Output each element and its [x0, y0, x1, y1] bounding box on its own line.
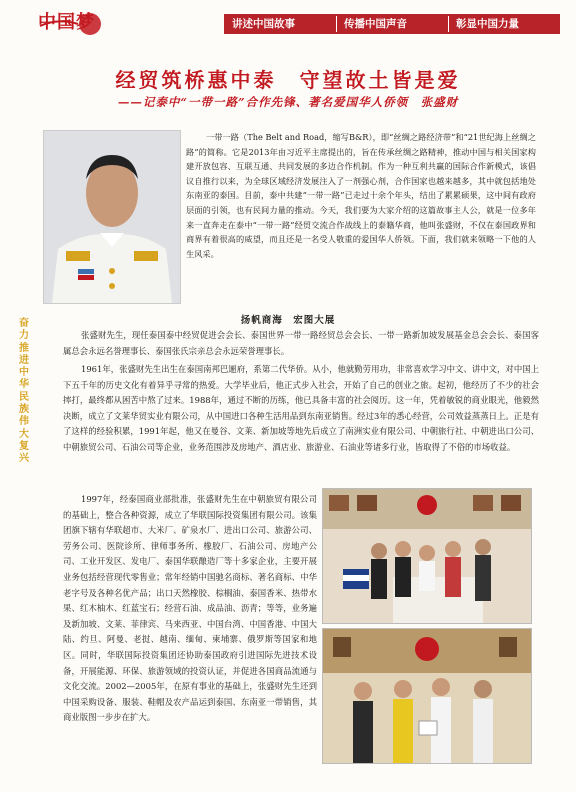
article-title: 经贸筑桥惠中泰 守望故土皆是爱	[115, 68, 461, 92]
signing-photo	[322, 628, 532, 764]
vertical-slogan-char: 华	[19, 379, 29, 391]
vertical-slogan-char: 大	[19, 428, 29, 440]
vertical-slogan-char: 奋	[19, 318, 29, 329]
body-paragraph-2: 1961年，张盛财先生出生在泰国南邦巴逦府，系第二代华侨。从小，他就勤劳用功，非常喜欢学习中文、讲中文，对中国上下五千年的历史文化有着异乎寻常的热爱。大学毕业后，他正式步入社会，开始了自己的创业之旅。起初，他经历了不少的社会摔打，最终都从困苦中熬了过来。1988年，通过不断的历练，他已具备丰富的社会阅历。这一年，凭着敏锐的商业眼光，他毅然决断，成立了文莱华贸实业有限公司，从中国进口各种生活用品到东南亚销售。经过3年的悉心经营，公司效益蒸蒸日上。正是有了这样的经验积累，1991年起，他又在曼谷、文莱、新加坡等地先后成立了南洲实业有限公司、中朝旅行社、中朝进出口公司、中朝旅贸公司、石油公司等企业，业务范围涉及房地产、酒店业、旅游业、石油业等诸多行业，皆取得了不俗的市场收益。	[63, 364, 539, 452]
body-paragraph-3: 1997年，经泰国商业部批准，张盛财先生在中朝旅贸有限公司的基础上，整合各种资源，成立了华联国际投资集团有限公司。该集团旗下辖有华联超市、大米厂、矿泉水厂、进出口公司、旅游公司、劳务公司、医院诊所、律师事务所、橡胶厂、石油公司、房地产公司、工业开发区、发电厂、泰国华联酿造厂等十多家企业，主要开展业务包括经营现代零售业；常年经销中国驰名商标、著名商标、中华老字号及各种名优产品；出口天然橡胶、棕榈油、泰国香米、热带水果、红木柚木、红蓝宝石；经营石油、成品油、沥青；等等，业务遍及新加坡、文莱、菲律宾、马来西亚、中国台湾、中国香港、中国大陆、约旦、阿曼、老挝、越南、缅甸、柬埔寨、俄罗斯等国家和地区。同时，华联国际投资集团还协助泰国政府引进国际先进技术设备，开展能源、环保、旅游领域的投资认证，并促进各国商品流通与文化交流。2002—2005年，在原有事业的基础上，张盛财先生还到中国采购设备、服装、鞋帽及农产品运到泰国、东南亚一带销售，其商业版图一步步在扩大。	[63, 494, 317, 723]
vertical-slogan-char: 族	[19, 404, 29, 416]
slogan-3: 彰显中国力量	[456, 18, 519, 30]
vertical-slogan-char: 推	[19, 342, 29, 354]
slogan-1: 讲述中国故事	[232, 18, 295, 30]
slogan-divider	[336, 16, 337, 32]
vertical-slogan	[17, 318, 31, 466]
vertical-slogan-char: 复	[19, 440, 29, 452]
logo-text: 中国梦	[38, 12, 95, 33]
vertical-slogan-char: 进	[19, 354, 29, 366]
slogan-divider	[448, 16, 449, 32]
vertical-slogan-char: 兴	[19, 453, 29, 465]
section-heading: 扬帆商海 宏图大展	[240, 315, 336, 326]
slogan-bar	[224, 14, 560, 34]
article-subtitle: ——记泰中“一带一路”合作先锋、著名爱国华人侨领 张盛财	[117, 95, 459, 109]
body-paragraph-1: 张盛财先生，现任泰国泰中经贸促进会会长、泰国世界一带一路经贸总会会长、一带一路新加坡发展基金总会会长、泰国客属总会永远名誉理事长、泰国张氏宗亲总会永远荣誉理事长。	[63, 330, 539, 356]
page-header	[0, 0, 576, 44]
vertical-slogan-char: 民	[19, 391, 29, 403]
vertical-slogan-char: 伟	[19, 416, 29, 428]
meeting-photo	[322, 488, 532, 624]
slogan-2: 传播中国声音	[344, 18, 407, 30]
vertical-slogan-char: 中	[19, 367, 29, 379]
vertical-slogan-char: 力	[19, 330, 29, 342]
china-dream-logo	[38, 4, 104, 38]
portrait-photo	[43, 130, 181, 304]
intro-paragraph: 一带一路（The Belt and Road，缩写B&R），即“丝绸之路经济带”和“21世纪海上丝绸之路”的简称。它是2013年由习近平主席提出的，旨在传承丝绸之路精神，推动中国与相关国家构建开放包容、互联互通、共同发展的多边合作机制。作为一种互利共赢的国际合作新模式，该倡议自推行以来，为全球区域经济发展注入了一剂强心剂，合作国家也越来越多，其中就包括地处东南亚的泰国。目前，泰中共建“一带一路”已走过十余个年头，结出了累累硕果，这中间有政府层面的引领，也有民间力量的推动。今天，我们要为大家介绍的这篇故事主人公，就是一位多年来一直奔走在泰中“一带一路”经贸交流合作战线上的泰籍华商，他叫张盛财，不仅在泰国政界和商界有着很高的威望，而且还是一名受人敬重的爱国华人侨领。下面，我们就来领略一下他的人生风采。	[186, 132, 536, 259]
